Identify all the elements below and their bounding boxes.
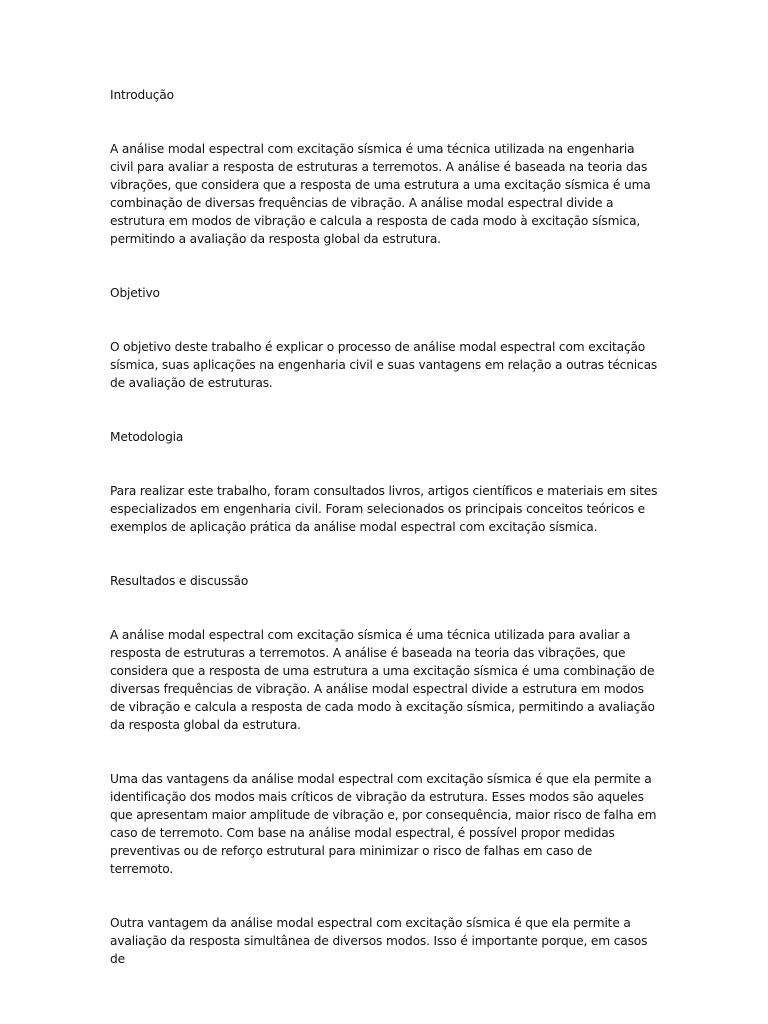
spacer (110, 590, 658, 626)
spacer (110, 734, 658, 770)
heading-metodologia: Metodologia (110, 430, 184, 444)
spacer (110, 248, 658, 284)
heading-objetivo: Objetivo (110, 286, 160, 300)
paragraph-introducao: A análise modal espectral com excitação sísmica é uma técnica utilizada na engenharia civil para avaliar a resposta de estruturas a terremotos. A análise é baseada na teoria das vibrações, que considera que a resposta de uma estrutura a uma excitação sísmica é uma combinação de diversas frequências de vibração. A análise modal espectral divide a estrutura em modos de vibração e calcula a resposta de cada modo à excitação sísmica, permitindo a avaliação da resposta global da estrutura. (110, 142, 651, 246)
heading-resultados: Resultados e discussão (110, 574, 249, 588)
document-body (110, 86, 658, 968)
spacer (110, 302, 658, 338)
heading-introducao: Introdução (110, 88, 174, 102)
paragraph-objetivo: O objetivo deste trabalho é explicar o processo de análise modal espectral com excitação sísmica, suas aplicações na engenharia civil e suas vantagens em relação a outras técnicas de avaliação de estruturas. (110, 340, 658, 390)
paragraph-resultados-2: Uma das vantagens da análise modal espectral com excitação sísmica é que ela permite a identificação dos modos mais críticos de vibração da estrutura. Esses modos são aqueles que apresentam maior amplitude de vibração e, por consequência, maior risco de falha em caso de terremoto. Com base na análise modal espectral, é possível propor medidas preventivas ou de reforço estrutural para minimizar o risco de falhas em caso de terremoto. (110, 772, 657, 876)
spacer (110, 878, 658, 914)
spacer (110, 104, 658, 140)
spacer (110, 446, 658, 482)
spacer (110, 392, 658, 428)
paragraph-metodologia: Para realizar este trabalho, foram consultados livros, artigos científicos e materiais em sites especializados em engenharia civil. Foram selecionados os principais conceitos teóricos e exemplos de aplicação prática da análise modal espectral com excitação sísmica. (110, 484, 658, 534)
paragraph-resultados-1: A análise modal espectral com excitação sísmica é uma técnica utilizada para avaliar a resposta de estruturas a terremotos. A análise é baseada na teoria das vibrações, que considera que a resposta de uma estrutura a uma excitação sísmica é uma combinação de diversas frequências de vibração. A análise modal espectral divide a estrutura em modos de vibração e calcula a resposta de cada modo à excitação sísmica, permitindo a avaliação da resposta global da estrutura. (110, 628, 655, 732)
paragraph-resultados-3: Outra vantagem da análise modal espectral com excitação sísmica é que ela permite a avaliação da resposta simultânea de diversos modos. Isso é importante porque, em casos de (110, 916, 648, 966)
spacer (110, 536, 658, 572)
